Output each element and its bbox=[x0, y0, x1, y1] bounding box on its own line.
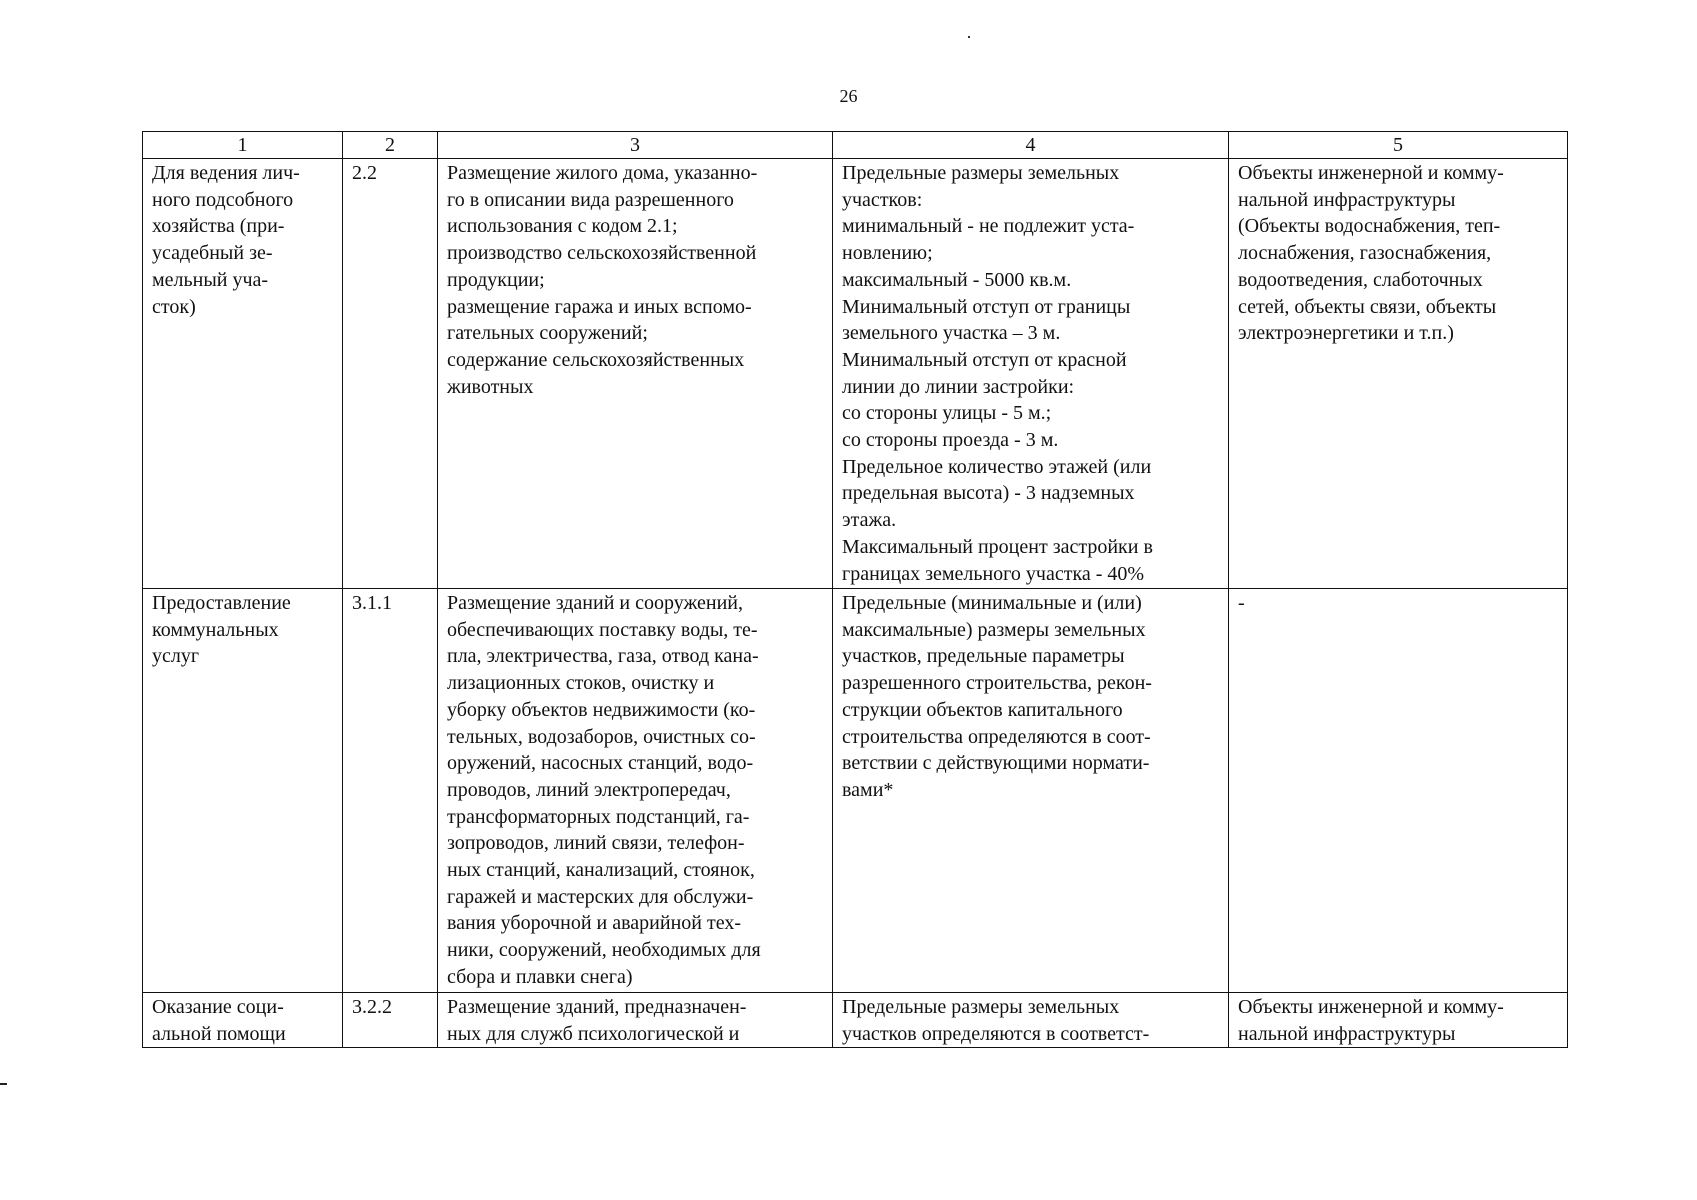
use-code-cell: 2.2 bbox=[343, 159, 438, 589]
use-code-cell: 3.2.2 bbox=[343, 993, 438, 1048]
use-name-cell: Для ведения лич- ного подсобного хозяйства (при- усадебный зе- мельный уча- сток) bbox=[143, 159, 343, 589]
use-name-cell: Оказание соци- альной помощи bbox=[143, 993, 343, 1048]
column-header: 5 bbox=[1229, 132, 1568, 159]
speck bbox=[968, 36, 970, 38]
column-header: 1 bbox=[143, 132, 343, 159]
parameters-cell: Предельные (минимальные и (или) максимальные) размеры земельных участков, предельные параметры разрешенного строительства, рекон- струкции объектов капитального строительства определяются в соот- ветствии с действующими нормати- вами* bbox=[833, 589, 1229, 993]
parameters-cell: Предельные размеры земельных участков: минимальный - не подлежит уста- новлению; максимальный - 5000 кв.м. Минимальный отступ от границы земельного участка – 3 м. Минимальный отступ от красной линии до линии застройки: со стороны улицы - 5 м.; со стороны проезда - 3 м. Предельное количество этажей (или предельная высота) - 3 надземных этажа. Максимальный процент застройки в границах земельного участка - 40% bbox=[833, 159, 1229, 589]
column-header: 3 bbox=[438, 132, 833, 159]
use-description-cell: Размещение зданий и сооружений, обеспечивающих поставку воды, те- пла, электричества, газа, отвод кана- лизационных стоков, очистку и уборку объектов недвижимости (ко- тельных, водозаборов, очистных со- оружений, насосных станций, водо- проводов, линий электропередач, трансформаторных подстанций, га- зопроводов, линий связи, телефон- ных станций, канализаций, стоянок, гаражей и мастерских для обслужи- вания уборочной и аварийной тех- ники, сооружений, необходимых для сбора и плавки снега) bbox=[438, 589, 833, 993]
column-header: 4 bbox=[833, 132, 1229, 159]
column-header: 2 bbox=[343, 132, 438, 159]
edge-mark bbox=[0, 1083, 7, 1085]
use-description-cell: Размещение жилого дома, указанно- го в описании вида разрешенного использования с кодом 2.1; производство сельскохозяйственной продукции; размещение гаража и иных вспомо- гательных сооружений; содержание сельскохозяйственных животных bbox=[438, 159, 833, 589]
table-header-row bbox=[143, 132, 1568, 159]
infrastructure-cell: Объекты инженерной и комму- нальной инфраструктуры (Объекты водоснабжения, теп- лоснабжения, газоснабжения, водоотведения, слаботочных сетей, объекты связи, объекты электроэнергетики и т.п.) bbox=[1229, 159, 1568, 589]
table-row bbox=[143, 993, 1568, 1048]
land-use-table bbox=[142, 131, 1568, 1048]
page-number: 26 bbox=[839, 86, 858, 106]
use-description-cell: Размещение зданий, предназначен- ных для служб психологической и bbox=[438, 993, 833, 1048]
use-name-cell: Предоставление коммунальных услуг bbox=[143, 589, 343, 993]
table-row bbox=[143, 159, 1568, 589]
infrastructure-cell: - bbox=[1229, 589, 1568, 993]
use-code-cell: 3.1.1 bbox=[343, 589, 438, 993]
infrastructure-cell: Объекты инженерной и комму- нальной инфраструктуры bbox=[1229, 993, 1568, 1048]
parameters-cell: Предельные размеры земельных участков определяются в соответст- bbox=[833, 993, 1229, 1048]
table-row bbox=[143, 589, 1568, 993]
